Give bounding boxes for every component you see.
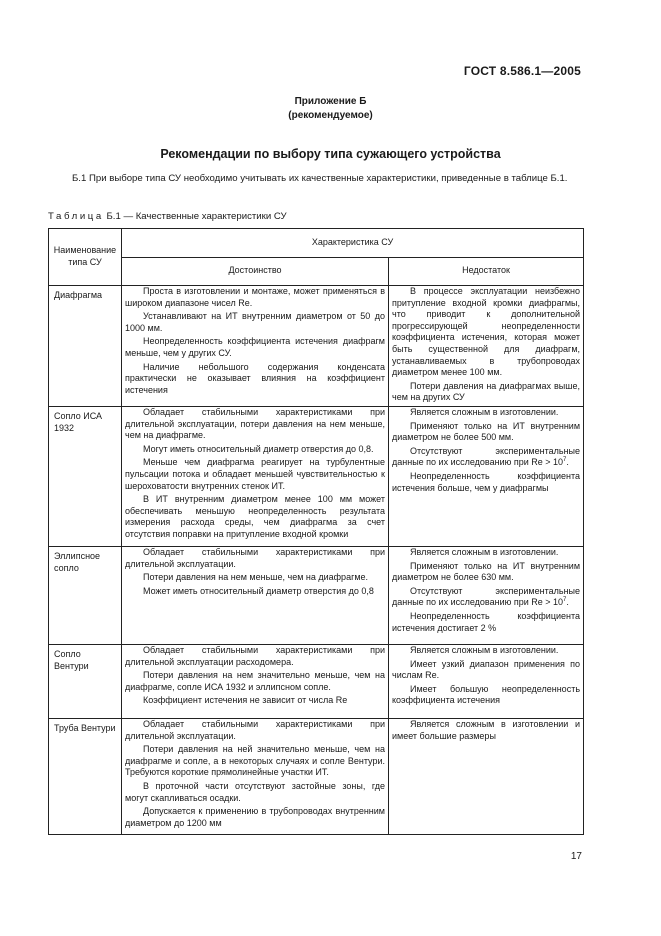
disadvantage-text: Отсутствуют экспериментальные данные по их исследованию при Re > 10 [392,445,581,468]
advantage-item: Обладает стабильными характеристиками при длительной эксплуатации. [125,546,385,569]
disadvantage-text: Отсутствуют экспериментальные данные по их исследованию при Re > 10 [392,585,581,608]
disadvantage-item: Имеет большую неопределенность коэффициента истечения [392,683,581,706]
advantage-item: Устанавливают на ИТ внутренним диаметром от 50 до 1000 мм. [125,311,385,333]
disadvantages-cell [389,546,584,644]
advantage-item: Потери давления на ней значительно меньше, чем на диафрагме и сопле, а в некоторых случаях и сопле Вентури. Требуются короткие прямолинейные участки ИТ. [125,744,385,778]
exponent: 7 [563,457,567,464]
advantage-item: Могут иметь относительный диаметр отверстия до 0,8. [143,443,374,454]
advantage-item: Наличие небольшого содержания конденсата практически не оказывает влияния на коэффициент истечения [125,361,385,395]
advantage-item: В ИТ внутренним диаметром менее 100 мм может обеспечивать меньшую неопределенность результата измерения расхода среды, чем диафрагма за счет отсутствия поправки на притупление входной кромки [125,494,385,539]
header-characteristic: Характеристика СУ [122,229,584,258]
disadvantages-cell [389,644,584,718]
type-name: Эллипсное сопло [49,546,122,644]
disadvantage-item: Является сложным в изготовлении. [410,546,559,557]
advantage-item: Проста в изготовлении и монтаже, может применяться в широком диапазоне чисел Re. [125,286,385,308]
table-caption-prefix: Таблица [48,211,104,222]
disadvantage-item: Неопределенность коэффициента истечения достигает 2 % [392,610,581,633]
advantages-cell [122,406,389,546]
disadvantage-item: Является сложным в изготовлении. [410,406,559,417]
disadvantages-cell [389,286,584,407]
intro-paragraph: Б.1 При выборе типа СУ необходимо учитывать их качественные характеристики, приведенные в таблице Б.1. [72,173,568,184]
advantage-item: Может иметь относительный диаметр отверстия до 0,8 [143,585,374,596]
header-disadvantage: Недостаток [389,257,584,286]
page-number: 17 [570,851,582,862]
table-row [49,718,584,834]
disadvantage-item: Отсутствуют экспериментальные данные по их исследованию при $Re > 10^7$. [392,445,581,468]
type-name: Диафрагма [49,286,122,407]
disadvantage-item: Применяют только на ИТ внутренним диаметром не более 500 мм. [392,420,581,443]
table-row [49,286,584,407]
disadvantage-item: Является сложным в изготовлении и имеет большие размеры [392,718,581,741]
disadvantage-item: Применяют только на ИТ внутренним диаметром не более 630 мм. [392,560,581,583]
standard-number: ГОСТ 8.586.1—2005 [463,64,581,78]
table-row [49,644,584,718]
advantage-item: Обладает стабильными характеристиками при длительной эксплуатации расходомера. [125,644,385,667]
advantage-item: В проточной части отсутствуют застойные зоны, где могут скапливаться осадки. [125,780,385,803]
advantage-item: Потери давления на нем значительно меньше, чем на диафрагме, сопле ИСА 1932 и эллипсном сопле. [125,670,385,692]
advantage-item: Допускается к применению в трубопроводах внутренним диаметром до 1200 мм [125,806,385,828]
annex-status: (рекомендуемое) [288,110,373,121]
disadvantage-item: Отсутствуют экспериментальные данные по их исследованию при $Re > 10^7$. [392,585,581,608]
disadvantage-item: Является сложным в изготовлении. [410,644,559,655]
disadvantage-item: Неопределенность коэффициента истечения больше, чем у диафрагмы [392,470,581,493]
advantages-cell [122,546,389,644]
annex-label: Приложение Б [294,96,367,107]
header-advantage: Достоинство [122,257,389,286]
type-name: Труба Вентури [49,718,122,834]
advantages-cell [122,718,389,834]
advantage-item: Меньше чем диафрагма реагирует на турбулентные пульсации потока и обладает меньшей чувствительностью к шероховатости внутренних стенок ИТ. [125,457,385,491]
exponent: 7 [563,597,567,604]
advantages-cell [122,286,389,407]
advantage-item: Обладает стабильными характеристиками при длительной эксплуатации, потери давления на нем меньше, чем на диафрагме. [125,406,385,441]
advantage-item: Обладает стабильными характеристиками при длительной эксплуатации. [125,718,385,741]
header-type-name: Наименование типа СУ [49,229,122,286]
characteristics-table [48,228,584,835]
disadvantages-cell [389,718,584,834]
table-subheader-row [49,257,584,286]
type-name: Сопло ИСА 1932 [49,406,122,546]
table-header-row [49,229,584,258]
disadvantage-item: В процессе эксплуатации неизбежно притупление входной кромки диафрагмы, что приводит к дополнительной прогрессирующей неопределенности коэффициента истечения, которая может быть существенной для диафрагм, устанавливаемых в трубопроводах диаметром менее 100 мм. [392,286,581,378]
table-row [49,546,584,644]
table-row [49,406,584,546]
advantages-cell [122,644,389,718]
advantage-item: Неопределенность коэффициента истечения диафрагм меньше, чем у других СУ. [125,336,385,358]
disadvantage-item: Имеет узкий диапазон применения по числам Re. [392,658,581,681]
advantage-item: Коэффициент истечения не зависит от числа Re [143,695,348,706]
table-caption [48,211,287,222]
disadvantage-item: Потери давления на диафрагмах выше, чем на других СУ [392,380,581,403]
table-caption-text: Б.1 — Качественные характеристики СУ [103,211,287,222]
advantage-item: Потери давления на нем меньше, чем на диафрагме. [143,572,369,583]
type-name: Сопло Вентури [49,644,122,718]
section-title: Рекомендации по выбору типа сужающего устройства [160,147,501,161]
disadvantages-cell [389,406,584,546]
